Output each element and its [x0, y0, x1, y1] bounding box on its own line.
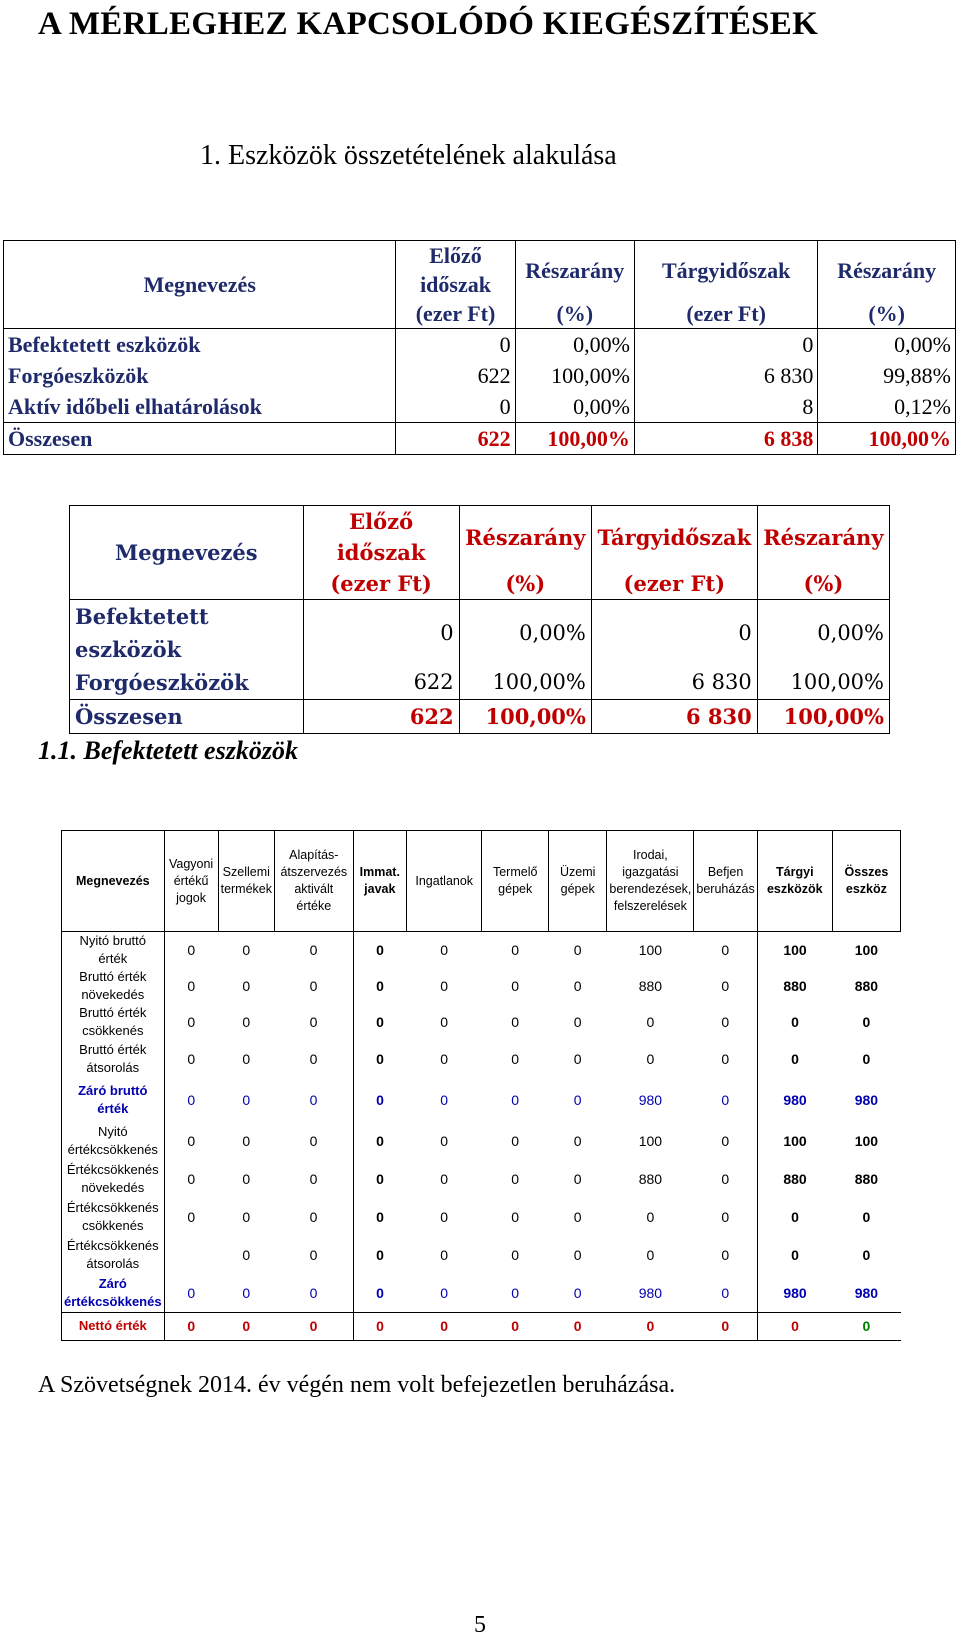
cell: 100,00% — [757, 666, 889, 700]
row-label: Értékcsökkenés csökkenés — [62, 1198, 165, 1236]
cell: 0 — [862, 1051, 871, 1067]
cell: 100 — [638, 1133, 663, 1149]
cell: 0 — [309, 1171, 318, 1187]
cell: 0 — [646, 1051, 655, 1067]
cell: 6 830 — [591, 666, 757, 700]
cell: 0 — [353, 932, 406, 969]
table-row — [62, 1198, 901, 1236]
col-header-current-unit: (ezer Ft) — [634, 299, 817, 329]
cell: 0 — [396, 391, 515, 423]
cell: 0 — [187, 1209, 196, 1225]
cell: 100 — [757, 1122, 832, 1160]
cell: 0 — [353, 1236, 406, 1274]
cell: 100,00% — [459, 700, 591, 734]
cell: 8 — [634, 391, 817, 423]
cell — [164, 1236, 218, 1274]
row-label: Értékcsökkenés átsorolás — [62, 1236, 165, 1274]
col-header-share2: Részarány — [818, 241, 956, 300]
cell: 0 — [511, 1209, 520, 1225]
cell: 0 — [440, 1014, 449, 1030]
cell: 0 — [634, 329, 817, 361]
cell: 0 — [757, 1040, 832, 1078]
section-heading: 1.1. Befektetett eszközök — [38, 736, 298, 765]
cell: 0 — [511, 978, 520, 994]
cell: 0 — [511, 1092, 520, 1108]
cell: 0 — [303, 600, 459, 667]
cell: 0 — [607, 1312, 694, 1340]
cell: 0 — [694, 1312, 757, 1340]
table-row — [62, 1078, 901, 1122]
cell: 880 — [757, 1160, 832, 1198]
col-header-prev: Előző időszak — [396, 241, 515, 300]
table-row — [62, 1160, 901, 1198]
col-header: Összes eszköz — [832, 831, 900, 932]
cell: 0 — [573, 1014, 582, 1030]
cell: 0 — [511, 1133, 520, 1149]
cell: 0 — [721, 1284, 730, 1301]
row-label: Bruttó érték átsorolás — [62, 1040, 165, 1078]
table-row — [4, 329, 956, 361]
cell: 0 — [242, 1284, 251, 1301]
table-row — [62, 968, 901, 1004]
note-text: A Szövetségnek 2014. év végén nem volt befejezetlen beruházása. — [38, 1372, 676, 1398]
cell: 6 838 — [634, 423, 817, 455]
cell: 0 — [187, 1014, 196, 1030]
cell: 980 — [638, 1092, 663, 1108]
col-header-share1-unit: (%) — [515, 299, 634, 329]
col-header-share1-unit: (%) — [459, 568, 591, 600]
cell: 0 — [573, 1133, 582, 1149]
row-label: Befektetett eszközök — [4, 329, 396, 361]
cell: 0 — [573, 1284, 582, 1301]
table-row — [62, 1122, 901, 1160]
cell: 0 — [832, 1312, 900, 1340]
cell: 0 — [573, 978, 582, 994]
cell: 0 — [482, 1312, 549, 1340]
cell: 0 — [646, 1209, 655, 1225]
cell: 0 — [646, 1247, 655, 1263]
cell: 0 — [242, 1247, 251, 1263]
page-title: A MÉRLEGHEZ KAPCSOLÓDÓ KIEGÉSZÍTÉSEK — [38, 6, 819, 42]
table-row — [62, 1236, 901, 1274]
col-header-current: Tárgyidőszak — [591, 506, 757, 569]
cell: 0 — [275, 1312, 354, 1340]
cell: 0 — [573, 1209, 582, 1225]
total-row — [4, 423, 956, 455]
col-header-name: Megnevezés — [4, 241, 396, 329]
cell: 0 — [187, 1133, 196, 1149]
row-label: Záró értékcsökkenés — [62, 1274, 165, 1312]
cell: 100,00% — [515, 360, 634, 391]
cell: 0 — [573, 1247, 582, 1263]
cell: 0 — [187, 1051, 196, 1067]
table-row — [70, 666, 890, 700]
col-header: Szellemi termékek — [218, 831, 274, 932]
cell: 0 — [721, 1092, 730, 1108]
cell: 0 — [511, 942, 520, 958]
cell: 6 830 — [634, 360, 817, 391]
cell: 0 — [187, 978, 196, 994]
col-header-prev: Előző időszak — [303, 506, 459, 569]
cell: 622 — [396, 360, 515, 391]
cell: 880 — [757, 968, 832, 1004]
cell: 0 — [353, 1122, 406, 1160]
cell: 0 — [353, 1078, 406, 1122]
cell: 880 — [854, 1171, 879, 1187]
col-header-name: Megnevezés — [70, 506, 304, 600]
col-header: Immat. javak — [353, 831, 406, 932]
cell: 0 — [440, 978, 449, 994]
cell: 0 — [440, 942, 449, 958]
cell: 0,00% — [515, 329, 634, 361]
cell: 980 — [757, 1078, 832, 1122]
cell: 0 — [757, 1198, 832, 1236]
cell: 0 — [164, 1312, 218, 1340]
cell: 0 — [721, 1133, 730, 1149]
cell: 0 — [353, 1312, 406, 1340]
cell: 0 — [862, 1247, 871, 1263]
cell: 100 — [854, 942, 879, 958]
cell: 880 — [638, 978, 663, 994]
cell: 880 — [854, 978, 879, 994]
cell: 0 — [353, 1160, 406, 1198]
row-label: Bruttó érték növekedés — [62, 968, 165, 1004]
page-number: 5 — [474, 1612, 486, 1638]
cell: 0 — [440, 1092, 449, 1108]
cell: 0,00% — [459, 600, 591, 667]
col-header: Üzemi gépek — [548, 831, 606, 932]
cell: 0 — [440, 1171, 449, 1187]
cell: 0 — [721, 942, 730, 958]
cell: 0 — [440, 1247, 449, 1263]
col-header-current: Tárgyidőszak — [634, 241, 817, 300]
cell: 980 — [854, 1284, 879, 1301]
cell: 0 — [396, 329, 515, 361]
col-header: Alapítás-átszervezés aktivált értéke — [275, 831, 354, 932]
cell: 622 — [396, 423, 515, 455]
cell: 0 — [309, 1209, 318, 1225]
cell: 0 — [440, 1133, 449, 1149]
fixed-assets-table — [61, 830, 901, 1341]
cell: 0 — [242, 1171, 251, 1187]
cell: 0 — [309, 1247, 318, 1263]
col-header-share1: Részarány — [515, 241, 634, 300]
cell: 100,00% — [757, 700, 889, 734]
cell: 0 — [242, 1014, 251, 1030]
cell: 100,00% — [459, 666, 591, 700]
table-row — [62, 1004, 901, 1040]
cell: 0 — [721, 1171, 730, 1187]
cell: 0 — [242, 1051, 251, 1067]
cell: 100,00% — [515, 423, 634, 455]
assets-composition-table — [3, 240, 956, 455]
cell: 0 — [573, 1171, 582, 1187]
cell: 0 — [242, 942, 251, 958]
row-label: Nyitó értékcsökkenés — [62, 1122, 165, 1160]
row-label: Összesen — [4, 423, 396, 455]
table-row — [70, 600, 890, 667]
cell: 0 — [757, 1236, 832, 1274]
row-label: Bruttó érték csökkenés — [62, 1004, 165, 1040]
cell: 0 — [721, 1247, 730, 1263]
row-label: Aktív időbeli elhatárolások — [4, 391, 396, 423]
cell: 0 — [242, 1209, 251, 1225]
table-row — [62, 1312, 901, 1340]
row-label: Befektetett eszközök — [70, 600, 304, 667]
cell: 0 — [309, 1284, 318, 1301]
cell: 0 — [353, 1198, 406, 1236]
cell: 980 — [854, 1092, 879, 1108]
row-label: Nettó érték — [62, 1312, 165, 1340]
col-header-current-unit: (ezer Ft) — [591, 568, 757, 600]
row-label: Nyitó bruttó érték — [62, 932, 165, 969]
cell: 6 830 — [591, 700, 757, 734]
cell: 100 — [757, 932, 832, 969]
table-row — [4, 391, 956, 423]
row-label: Záró bruttó érték — [62, 1078, 165, 1122]
cell: 0 — [757, 1004, 832, 1040]
cell: 0 — [646, 1014, 655, 1030]
row-label: Összesen — [70, 700, 304, 734]
cell: 0 — [187, 1092, 196, 1108]
cell: 0 — [309, 1051, 318, 1067]
cell: 0 — [440, 1051, 449, 1067]
col-header: Ingatlanok — [406, 831, 481, 932]
cell: 100,00% — [818, 423, 956, 455]
col-header-share1: Részarány — [459, 506, 591, 569]
col-header-share2-unit: (%) — [818, 299, 956, 329]
col-header: Irodai, igazgatási berendezések, felszerelések — [607, 831, 694, 932]
row-label: Értékcsökkenés növekedés — [62, 1160, 165, 1198]
total-row — [70, 700, 890, 734]
cell: 0 — [511, 1284, 520, 1301]
cell: 0 — [309, 978, 318, 994]
cell: 0 — [187, 1171, 196, 1187]
cell: 980 — [757, 1274, 832, 1312]
cell: 0 — [721, 978, 730, 994]
cell: 0 — [242, 978, 251, 994]
cell: 0 — [309, 1133, 318, 1149]
table-row — [62, 1040, 901, 1078]
cell: 0 — [242, 1092, 251, 1108]
col-header-prev-unit: (ezer Ft) — [396, 299, 515, 329]
cell: 0 — [218, 1312, 274, 1340]
cell: 0,00% — [818, 329, 956, 361]
cell: 0 — [591, 600, 757, 667]
cell: 0 — [548, 1312, 606, 1340]
cell: 0 — [353, 1040, 406, 1078]
row-label: Forgóeszközök — [70, 666, 304, 700]
cell: 0 — [187, 1284, 196, 1301]
cell: 0 — [573, 1092, 582, 1108]
assets-composition-table-2 — [69, 505, 890, 734]
cell: 880 — [638, 1171, 663, 1187]
cell: 0 — [757, 1312, 832, 1340]
cell: 0 — [511, 1014, 520, 1030]
cell: 0 — [573, 1051, 582, 1067]
cell: 100 — [854, 1133, 879, 1149]
cell: 0,00% — [757, 600, 889, 667]
section-title: 1. Eszközök összetételének alakulása — [200, 140, 617, 171]
cell: 100 — [638, 942, 663, 958]
cell: 0 — [573, 942, 582, 958]
cell: 0 — [309, 1014, 318, 1030]
cell: 0 — [309, 942, 318, 958]
cell: 0 — [440, 1209, 449, 1225]
cell: 0 — [242, 1133, 251, 1149]
cell: 0 — [353, 1004, 406, 1040]
row-label: Forgóeszközök — [4, 360, 396, 391]
table-row — [62, 932, 901, 969]
cell: 0 — [309, 1092, 318, 1108]
cell: 0,12% — [818, 391, 956, 423]
col-header-share2-unit: (%) — [757, 568, 889, 600]
col-header: Termelő gépek — [482, 831, 549, 932]
col-header: Befjen beruházás — [694, 831, 757, 932]
cell: 980 — [638, 1284, 663, 1301]
cell: 0,00% — [515, 391, 634, 423]
cell: 0 — [187, 942, 196, 958]
cell: 0 — [862, 1209, 871, 1225]
cell: 0 — [353, 968, 406, 1004]
col-header: Tárgyi eszközök — [757, 831, 832, 932]
cell: 0 — [511, 1171, 520, 1187]
col-header-name: Megnevezés — [62, 831, 165, 932]
cell: 99,88% — [818, 360, 956, 391]
cell: 622 — [303, 666, 459, 700]
cell: 0 — [862, 1014, 871, 1030]
col-header-prev-unit: (ezer Ft) — [303, 568, 459, 600]
cell: 0 — [721, 1051, 730, 1067]
cell: 0 — [406, 1312, 481, 1340]
cell: 0 — [511, 1051, 520, 1067]
cell: 0 — [511, 1247, 520, 1263]
table-row — [62, 1274, 901, 1312]
cell: 0 — [440, 1284, 449, 1301]
cell: 622 — [303, 700, 459, 734]
cell: 0 — [721, 1209, 730, 1225]
cell: 0 — [353, 1274, 406, 1312]
table-row — [4, 360, 956, 391]
col-header: Vagyoni értékű jogok — [164, 831, 218, 932]
cell: 0 — [721, 1014, 730, 1030]
col-header-share2: Részarány — [757, 506, 889, 569]
